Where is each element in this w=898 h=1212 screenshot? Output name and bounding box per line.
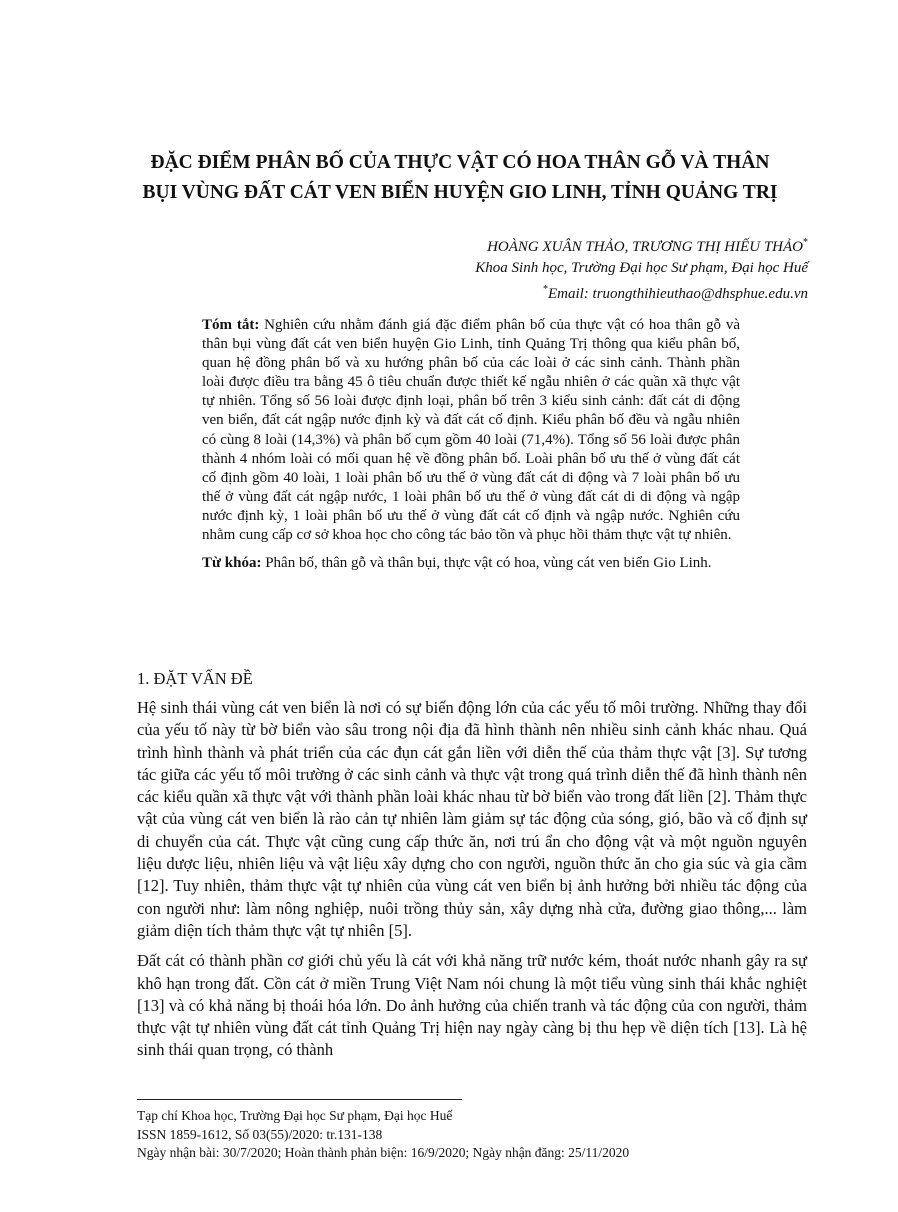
footer-dates: Ngày nhận bài: 30/7/2020; Hoàn thành phản biện: 16/9/2020; Ngày nhận đăng: 25/11/2020	[137, 1145, 630, 1160]
abstract-block	[202, 316, 740, 573]
abstract-paragraph	[202, 316, 740, 545]
paper-title	[110, 148, 810, 208]
section-heading: 1. ĐẶT VẤN ĐỀ	[137, 669, 253, 688]
abstract-text: Nghiên cứu nhằm đánh giá đặc điểm phân bố của thực vật có hoa thân gỗ và thân bụi vùng đất cát ven biển huyện Gio Linh, tỉnh Quảng Trị thông qua kiểu phân bố, quan hệ đồng phân bố và xu hướng phân bố của các loài ở các sinh cảnh. Thành phần loài được điều tra bằng 45 ô tiêu chuẩn được thiết kế ngẫu nhiên ở các quần xã thực vật tự nhiên. Tổng số 56 loài được định loại, phân bố trên 3 kiểu sinh cảnh: đất cát di động ven biển, đất cát ngập nước định kỳ và đất cát cố định. Kiểu phân bố đều và ngẫu nhiên có cùng 8 loài (14,3%) và phân bố cụm gồm 40 loài (71,4%). Tổng số 56 loài được phân thành 4 nhóm loài có mối quan hệ về đồng phân bố. Loài phân bố ưu thế ở vùng đất cát cố định gồm 40 loài, 1 loài phân bố ưu thế ở vùng đất cát di động và 7 loài phân bố ưu thế ở vùng đất cát ngập nước, 1 loài phân bố ưu thế ở vùng đất cát di di động và ngập nước định kỳ, 1 loài phân bố ưu thế ở vùng đất cát cố định và ngập nước. Nghiên cứu nhằm cung cấp cơ sở khoa học cho công tác bảo tồn và phục hồi thảm thực vật tự nhiên.	[202, 317, 740, 544]
author-names: HOÀNG XUÂN THẢO, TRƯƠNG THỊ HIẾU THẢO*	[487, 237, 808, 255]
body-paragraph-1: Hệ sinh thái vùng cát ven biển là nơi có sự biến động lớn của các yếu tố môi trường. Những thay đổi của yếu tố này từ bờ biển vào sâu trong nội địa đã hình thành nên nhiều sinh cảnh khác nhau. Quá trình hình thành và phát triển của các đụn cát gắn liền với diễn thế của thảm thực vật [3]. Sự tương tác giữa các yếu tố môi trường ở các sinh cảnh và thực vật trong quá trình diễn thế đã hình thành nên các kiểu quần xã thực vật với thành phần loài khác nhau từ bờ biển vào trong đất liền [2]. Thảm thực vật của vùng cát ven biển là rào cản tự nhiên làm giảm sự tác động của sóng, gió, bão và cố định sự di chuyển của cát. Thực vật cũng cung cấp thức ăn, nơi trú ẩn cho động vật và một nguồn nguyên liệu dược liệu, nhiên liệu và vật liệu xây dựng cho con người, nguồn thức ăn cho gia súc và gia cầm [12]. Tuy nhiên, thảm thực vật tự nhiên của vùng cát ven biển bị ảnh hưởng bởi nhiều tác động của con người như: làm nông nghiệp, nuôi trồng thủy sản, xây dựng nhà cửa, đường giao thông,... làm giảm diện tích thảm thực vật tự nhiên [5].	[137, 698, 807, 940]
corresponding-mark: *	[803, 237, 808, 248]
footer-issn: ISSN 1859-1612, Số 03(55)/2020: tr.131-138	[137, 1126, 383, 1142]
author-block	[475, 232, 808, 305]
title-line-2: BỤI VÙNG ĐẤT CÁT VEN BIỂN HUYỆN GIO LINH, TỈNH QUẢNG TRỊ	[142, 182, 778, 203]
keywords-text: Phân bố, thân gỗ và thân bụi, thực vật có hoa, vùng cát ven biển Gio Linh.	[261, 555, 712, 572]
keywords-label: Từ khóa:	[202, 555, 262, 572]
section-body	[137, 697, 807, 1070]
author-email: *Email: truongthihieuthao@dhsphue.edu.vn	[542, 284, 808, 302]
footer-journal: Tạp chí Khoa học, Trường Đại học Sư phạm, Đại học Huế	[137, 1108, 453, 1123]
journal-footer	[137, 1107, 629, 1163]
body-paragraph-2: Đất cát có thành phần cơ giới chủ yếu là cát với khả năng trữ nước kém, thoát nước nhanh gây ra sự khô hạn trong đất. Cồn cát ở miền Trung Việt Nam nói chung là một tiểu vùng sinh thái khắc nghiệt [13] và có khả năng bị thoái hóa lớn. Do ảnh hưởng của chiến tranh và tác động của con người, thảm thực vật tự nhiên vùng đất cát tỉnh Quảng Trị hiện nay ngày càng bị thu hẹp về diện tích [13]. Là hệ sinh thái quan trọng, có thành	[137, 951, 807, 1060]
abstract-label: Tóm tắt:	[202, 317, 260, 333]
keywords-paragraph	[202, 554, 740, 573]
title-line-1: ĐẶC ĐIỂM PHÂN BỐ CỦA THỰC VẬT CÓ HOA THÂN GỖ VÀ THÂN	[150, 152, 770, 173]
footnote-divider	[137, 1099, 462, 1100]
author-affiliation: Khoa Sinh học, Trường Đại học Sư phạm, Đại học Huế	[475, 260, 808, 276]
